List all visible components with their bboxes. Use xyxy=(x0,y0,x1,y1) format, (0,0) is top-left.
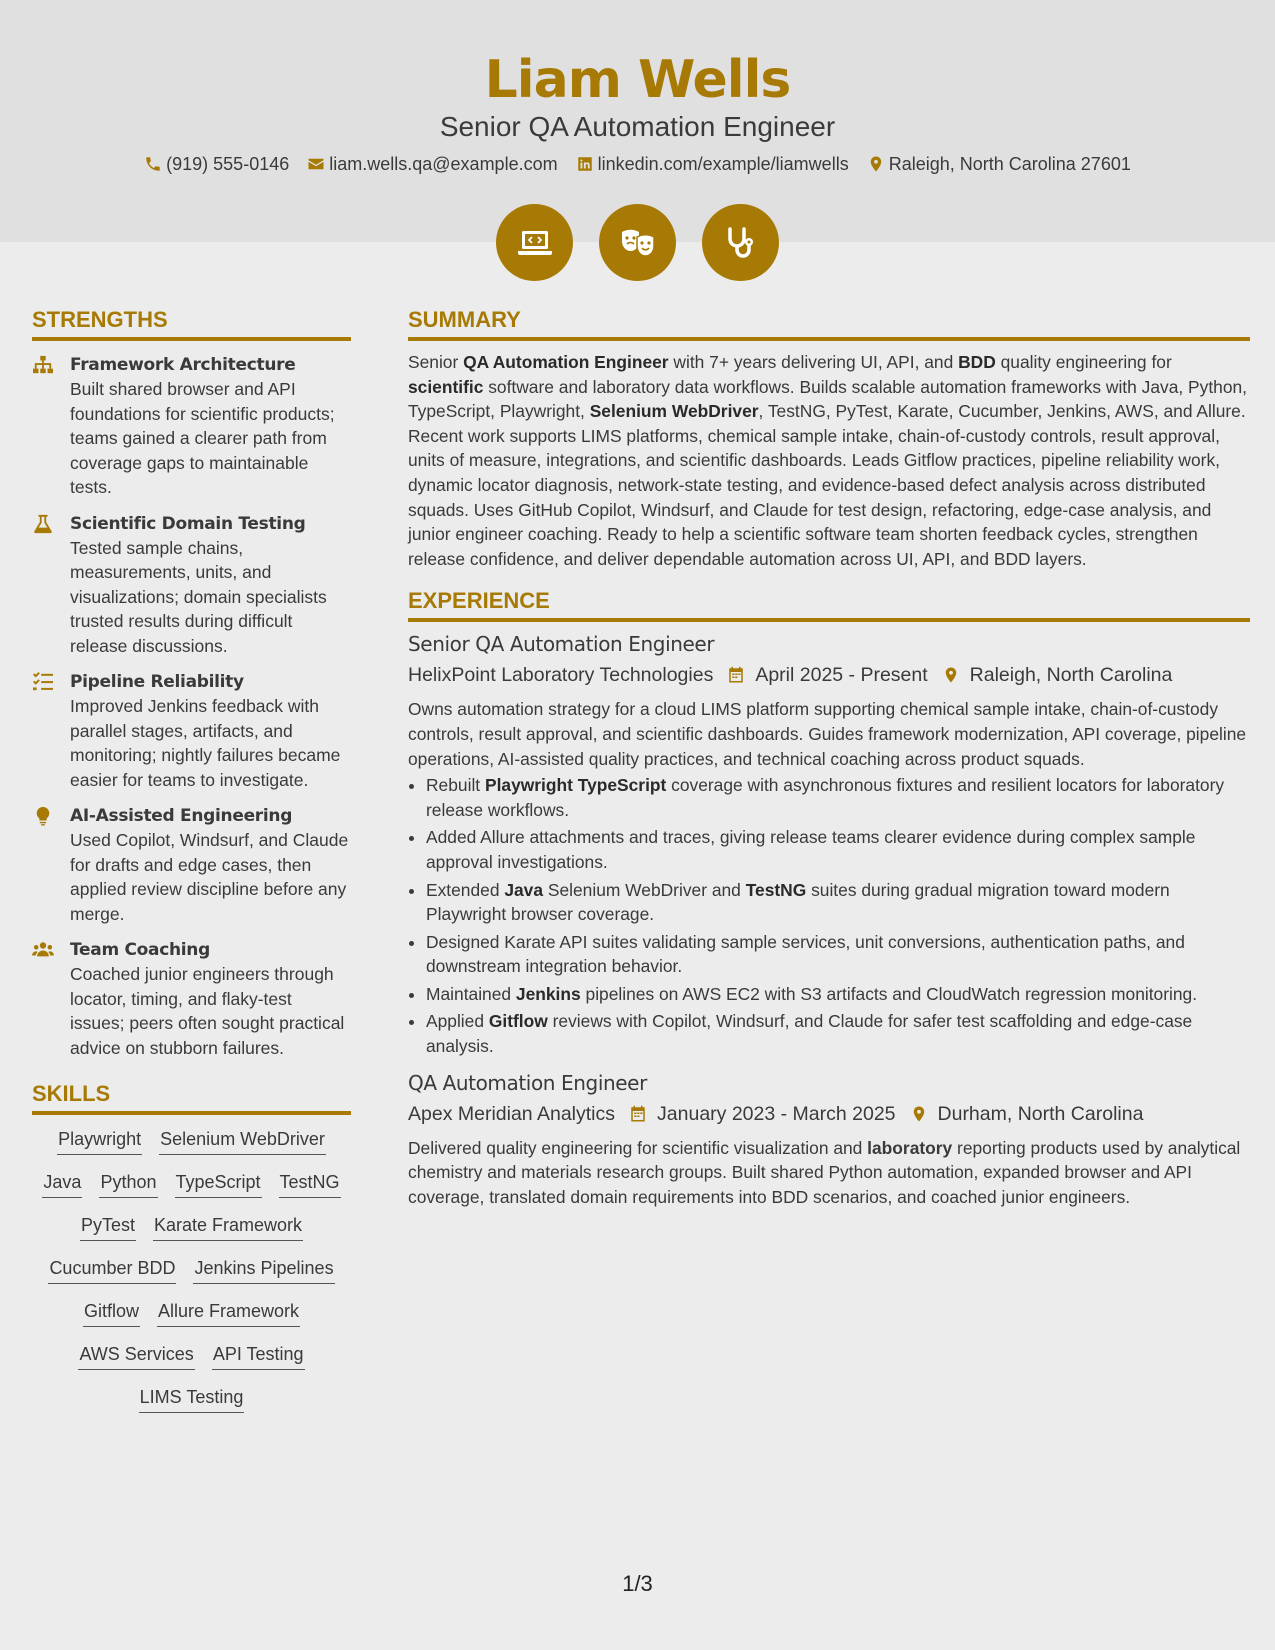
badge-stethoscope xyxy=(702,204,779,281)
strength-text: Coached junior engineers through locator, timing, and flaky-test issues; peers often sought practical advice on stubborn failures. xyxy=(70,964,345,1058)
contact-phone[interactable] xyxy=(144,152,289,176)
strength-heading: Scientific Domain Testing xyxy=(70,513,306,534)
badge-laptop-code xyxy=(496,204,573,281)
calendar-icon xyxy=(727,666,745,684)
strengths-heading: STRENGTHS xyxy=(32,306,351,341)
summary-segment: , TestNG, PyTest, Karate, Cucumber, Jenkins, AWS, and Allure. Recent work supports LIMS platforms, chemical sample intake, chain-of-custody controls, result approval, units of measure, integrations, and scientific dashboards. Leads Gitflow practices, pipeline reliability work, dynamic locator diagnosis, network-state testing, and evidence-based defect analysis across distributed squads. Uses GitHub Copilot, Windsurf, and Claude for test design, refactoring, edge-case analysis, and junior engineer coaching. Ready to help a scientific software team shorten feedback cycles, strengthen release confidence, and deliver dependable automation across UI, API, and BDD layers. xyxy=(408,401,1246,569)
bullet-item: • Rebuilt Playwright TypeScript coverage with asynchronous fixtures and resilient locators for laboratory release workflows. xyxy=(426,773,1250,822)
skill-chip: API Testing xyxy=(212,1342,305,1370)
contact-bar xyxy=(0,152,1275,176)
map-marker-icon xyxy=(867,155,885,173)
strengths-list xyxy=(32,353,351,1060)
skill-chip: Gitflow xyxy=(83,1299,140,1327)
job-dates: April 2025 - Present xyxy=(755,664,928,687)
users-icon xyxy=(32,940,54,960)
skill-chip: Cucumber BDD xyxy=(48,1256,176,1284)
strength-heading: Team Coaching xyxy=(70,940,210,960)
map-marker-icon xyxy=(910,1105,928,1123)
envelope-icon xyxy=(307,155,325,173)
job-entry xyxy=(408,630,1250,1058)
job-description: Owns automation strategy for a cloud LIMS platform supporting chemical sample intake, chain-of-custody controls, result approval, and scientific dashboards. Guides framework modernization, API coverage, pipeline operations, AI-assisted quality practices, and technical coaching across product squads. xyxy=(408,699,1247,769)
contact-linkedin[interactable] xyxy=(576,152,849,176)
contact-location xyxy=(867,152,1131,176)
flask-icon xyxy=(32,514,54,534)
skill-chip: Java xyxy=(42,1170,82,1198)
strength-heading: Framework Architecture xyxy=(70,355,296,375)
calendar-icon xyxy=(629,1105,647,1123)
strength-text: Tested sample chains, measurements, units, and visualizations; domain specialists trusted results during difficult release discussions. xyxy=(70,537,327,656)
strength-heading: AI-Assisted Engineering xyxy=(70,806,293,826)
skills-list xyxy=(32,1127,351,1413)
job-company: Apex Meridian Analytics xyxy=(408,1102,616,1125)
lightbulb-icon xyxy=(32,806,54,826)
strength-item xyxy=(32,512,351,659)
job-title: Senior QA Automation Engineer xyxy=(408,632,715,657)
tasks-icon xyxy=(32,672,54,692)
theater-masks-icon xyxy=(618,223,658,263)
summary-text xyxy=(408,350,1250,571)
summary-segment: Selenium WebDriver xyxy=(589,401,759,422)
strength-heading: Pipeline Reliability xyxy=(70,672,244,692)
linkedin-text: linkedin.com/example/liamwells xyxy=(597,154,849,174)
skill-chip: Selenium WebDriver xyxy=(159,1127,326,1155)
candidate-name: Liam Wells xyxy=(484,50,791,110)
summary-segment: Senior xyxy=(408,352,464,372)
skill-chip: LIMS Testing xyxy=(139,1385,245,1413)
bullet-item: • Extended Java Selenium WebDriver and TestNG suites during gradual migration toward modern Playwright browser coverage. xyxy=(426,878,1250,927)
job-location: Durham, North Carolina xyxy=(937,1102,1144,1125)
job-bullets xyxy=(408,773,1250,1059)
skills-heading: SKILLS xyxy=(32,1080,351,1115)
skill-chip: Python xyxy=(99,1170,157,1198)
interest-badges xyxy=(0,204,1275,281)
skill-chip: AWS Services xyxy=(78,1342,194,1370)
job-title: QA Automation Engineer xyxy=(408,1070,647,1095)
job-entry xyxy=(408,1069,1250,1210)
left-column xyxy=(32,306,351,1428)
skill-chip: TypeScript xyxy=(175,1170,262,1198)
linkedin-icon xyxy=(576,155,594,173)
laptop-code-icon xyxy=(515,223,555,263)
email-text: liam.wells.qa@example.com xyxy=(329,154,558,174)
strength-item xyxy=(32,938,351,1060)
sitemap-icon xyxy=(32,355,54,375)
skill-chip: Allure Framework xyxy=(157,1299,300,1327)
candidate-title: Senior QA Automation Engineer xyxy=(439,111,836,142)
job-location: Raleigh, North Carolina xyxy=(969,664,1173,687)
bullet-item: • Added Allure attachments and traces, giving release teams clearer evidence during complex sample approval investigations. xyxy=(426,825,1250,874)
skill-chip: PyTest xyxy=(80,1213,136,1241)
experience-heading: EXPERIENCE xyxy=(408,587,1250,622)
map-marker-icon xyxy=(942,666,960,684)
phone-icon xyxy=(144,155,162,173)
summary-segment: BDD xyxy=(958,352,996,372)
strength-item xyxy=(32,804,351,926)
summary-segment: QA Automation Engineer xyxy=(463,352,669,372)
summary-segment: quality engineering for xyxy=(995,352,1172,372)
skill-chip: Jenkins Pipelines xyxy=(193,1256,334,1284)
summary-heading: SUMMARY xyxy=(408,306,1250,341)
page-number: 1/3 xyxy=(622,1571,653,1596)
job-dates: January 2023 - March 2025 xyxy=(657,1102,896,1125)
badge-theater-masks xyxy=(599,204,676,281)
bullet-item: • Maintained Jenkins pipelines on AWS EC2 with S3 artifacts and CloudWatch regression monitoring. xyxy=(426,982,1250,1007)
bullet-item: • Applied Gitflow reviews with Copilot, Windsurf, and Claude for safer test scaffolding and edge-case analysis. xyxy=(426,1009,1250,1058)
job-company: HelixPoint Laboratory Technologies xyxy=(408,664,714,687)
strength-item xyxy=(32,353,351,500)
location-text: Raleigh, North Carolina 27601 xyxy=(888,154,1131,174)
job-description: Delivered quality engineering for scientific visualization and laboratory reporting products used by analytical chemistry and materials research groups. Built shared Python automation, expanded browser and API coverage, translated domain requirements into BDD scenarios, and coached junior engineers. xyxy=(408,1137,1241,1207)
bullet-item: • Designed Karate API suites validating sample services, unit conversions, authentication paths, and downstream integration behavior. xyxy=(426,930,1250,979)
summary-segment: with 7+ years delivering UI, API, and xyxy=(668,352,959,372)
phone-text: (919) 555-0146 xyxy=(166,154,290,174)
job-meta xyxy=(408,1099,1250,1129)
skill-chip: Playwright xyxy=(57,1127,142,1155)
strength-text: Used Copilot, Windsurf, and Claude for drafts and edge cases, then applied review discipline before any merge. xyxy=(70,830,349,924)
summary-segment: software and laboratory data workflows. Builds scalable automation frameworks with Java, Python, TypeScript, Playwright, xyxy=(408,376,1248,422)
stethoscope-icon xyxy=(721,223,761,263)
strength-text: Improved Jenkins feedback with parallel stages, artifacts, and monitoring; nightly failures became easier for teams to investigate. xyxy=(70,696,341,790)
skill-chip: TestNG xyxy=(279,1170,341,1198)
strength-text: Built shared browser and API foundations for scientific products; teams gained a clearer path from coverage gaps to maintainable tests. xyxy=(70,379,335,497)
job-meta xyxy=(408,660,1250,690)
strength-item xyxy=(32,670,351,792)
contact-email[interactable] xyxy=(307,152,557,176)
summary-segment: scientific xyxy=(408,376,484,397)
right-column xyxy=(408,306,1250,1209)
skill-chip: Karate Framework xyxy=(153,1213,303,1241)
